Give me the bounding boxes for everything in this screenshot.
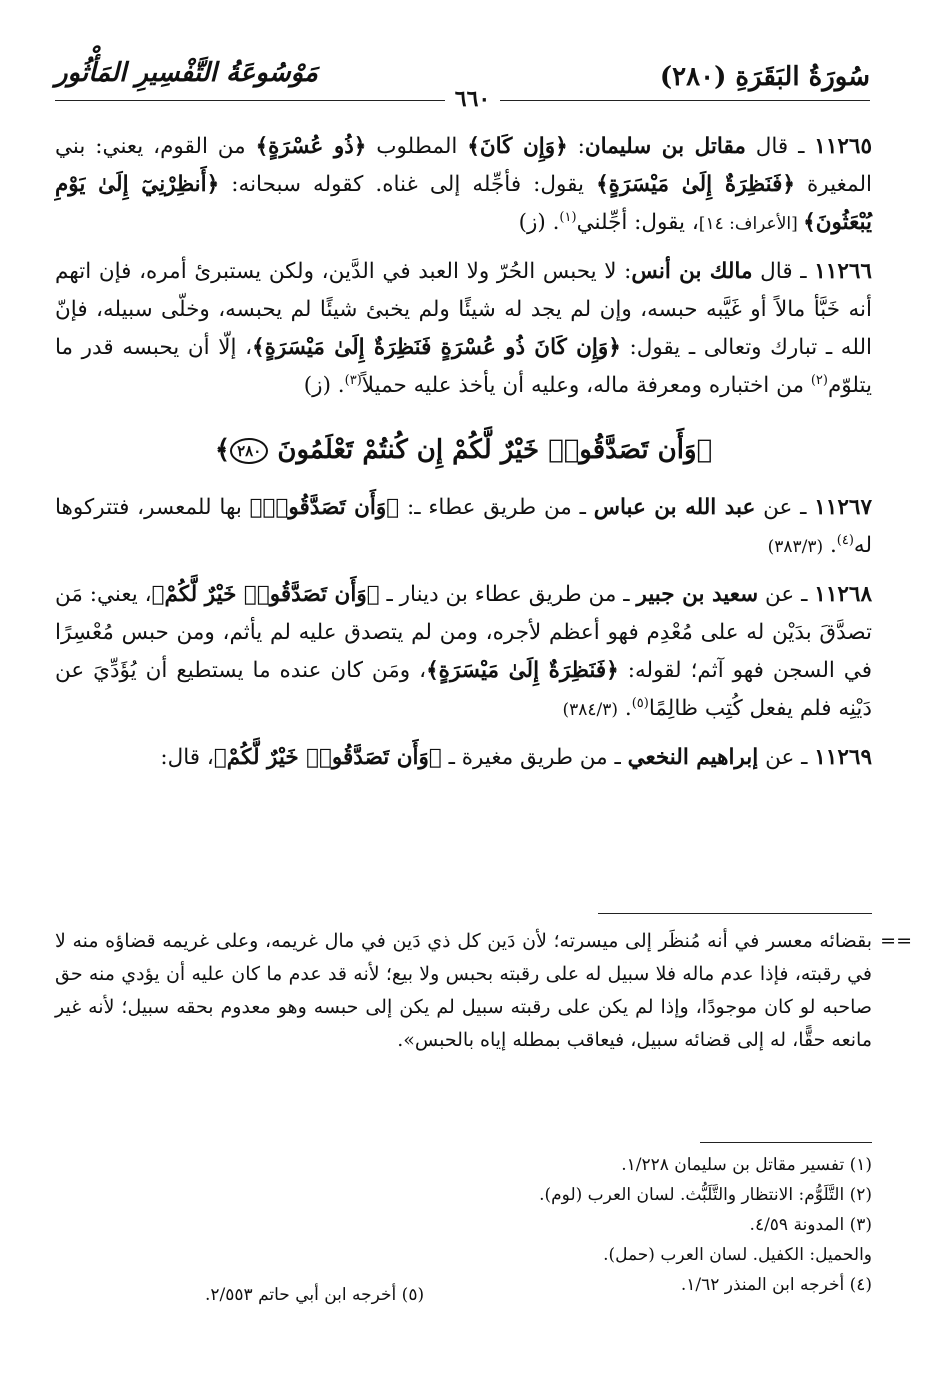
footnote-marker: (٣): [344, 372, 362, 388]
continued-footnote-text: بقضائه معسر في أنه مُنظَر إلى ميسرته؛ لأن دَين كل ذي دَين في مال غريمه، وعلى غريمه قضاؤه منه لا في رقبته، فإذا عدم ماله فلا سبيل له على رقبته بحبس ولا بيع؛ لأنه قد عدم ما كان عليه أن يؤدي منه حق صاحبه لو كان موجودًا، وإذا لم يكن على رقبته سبيل لم يكن إلى حبسه وهو معدوم بحقه سبيل؛ لأنه غير مانعه حقًّا، له إلى قضائه سبيل، فيعاقب بمطله إياه بالحبس».: [55, 930, 872, 1051]
quran-quote: ﴿وَإِن كَانَ ذُو عُسْرَةٍ فَنَظِرَةٌ إِلَىٰ مَيْسَرَةٍ﴾: [252, 335, 621, 360]
footnotes-rule: [700, 1142, 872, 1143]
quran-quote: ﴿وَأَن تَصَدَّقُوا۟ خَيْرٌ لَّكُمْ﴾: [151, 582, 380, 607]
text-span: ـ من طريق عطاء ـ:: [399, 495, 594, 520]
text-span: . (ز): [303, 373, 345, 398]
narration-number: ١١٢٦٥: [814, 134, 873, 159]
narration-11266: [55, 253, 872, 405]
page-number: [0, 86, 945, 112]
ayah-number-badge: ٢٨٠: [230, 438, 268, 464]
footnote-4: (٤) أخرجه ابن المنذر ١/٦٢.: [680, 1275, 872, 1295]
quran-quote: ﴿وَإِن كَانَ﴾: [467, 134, 568, 159]
text-span: ، يقول: أجِّلني: [576, 210, 699, 235]
volume-reference: (٣٨٣/٣): [767, 537, 824, 557]
quran-quote: ﴿أَنظِرْنِيٓ إِلَىٰ يَوْمِ يُبْعَثُونَ﴾: [55, 172, 872, 235]
narration-11268: [55, 576, 872, 729]
continued-footnote: [55, 925, 912, 1057]
text-span: بها للمعسر، فتتركوها له: [55, 495, 872, 558]
text-span: .: [618, 696, 632, 721]
text-span: ـ عن: [758, 745, 815, 770]
footnotes: [55, 1150, 872, 1300]
text-span: ، قال:: [160, 745, 214, 770]
narrator-name: عبد الله بن عباس: [593, 495, 756, 520]
text-span: من اختباره ومعرفة ماله، وعليه أن يأخذ عليه حميلاً: [361, 373, 811, 398]
text-span: ـ قال: [745, 134, 815, 159]
text-span: ـ عن: [755, 495, 815, 520]
footnote-marker: (١): [559, 209, 577, 225]
narrator-name: مقاتل بن سليمان: [584, 134, 746, 159]
footnote-1: (١) تفسير مقاتل بن سليمان ١/٢٢٨.: [621, 1155, 872, 1175]
text-span: المطلوب: [366, 134, 468, 159]
text-span: : لا يحبس الحُرّ ولا العبد في الدَّين، ولكن يستبرئ أمره، فإن اتهم أنه خَبَّأ مالاً أو غَيَّبه حبسه، وإن لم يجد له شيئًا ولم يخبئ شيئًا لم يحبسه، وخلّى سبيله، فإنّ الله ـ تبارك وتعالى ـ يقول:: [55, 259, 872, 360]
quran-quote: ﴿وَأَن تَصَدَّقُوا۟ خَيْرٌ لَّكُمْ﴾: [213, 745, 442, 770]
footnote-5: (٥) أخرجه ابن أبي حاتم ٢/٥٥٣.: [205, 1285, 425, 1305]
text-span: .: [823, 533, 837, 558]
continuation-marker: ==: [880, 930, 912, 952]
footnote-marker: (٤): [836, 532, 854, 548]
main-text: [55, 128, 872, 787]
text-span: ، ومَن كان عنده ما يستطيع أن يُؤَدِّيَ عن دَيْنِه فلم يفعل كُتِب ظالِمًا: [55, 658, 872, 721]
narration-11269: [55, 739, 872, 777]
text-span: . (ز): [518, 210, 560, 235]
verse-heading: [55, 431, 872, 469]
quran-quote: ﴿ذُو عُسْرَةٍ﴾: [255, 134, 367, 159]
narration-number: ١١٢٦٩: [814, 745, 872, 770]
text-span: من القوم، يعني: بني المغيرة: [55, 134, 872, 197]
narration-number: ١١٢٦٦: [814, 259, 872, 284]
footnote-2: (٢) التَّلَوُّم: الانتظار والتَّلَبُّث. لسان العرب (لوم).: [539, 1185, 872, 1205]
quran-quote: ﴿وَأَن تَصَدَّقُوا۟﴾: [249, 495, 400, 520]
footnote-3: (٣) المدونة ٤/٥٩.: [749, 1215, 872, 1235]
text-span: يقول: فأجِّله إلى غناه. كقوله سبحانه:: [219, 172, 597, 197]
footnote-3-gloss: والحميل: الكفيل. لسان العرب (حمل).: [603, 1245, 872, 1265]
page-number-text: ٦٦٠: [445, 86, 500, 112]
surah-header: سُورَةُ البَقَرَةِ (٢٨٠): [659, 62, 870, 92]
narration-11265: [55, 128, 872, 243]
text-span: ـ عن: [758, 582, 815, 607]
continuation-rule: [598, 913, 872, 914]
text-span: ، يعني: مَن تصدَّقَ بدَيْن له على مُعْدِم فهو أعظم لأجره، ومن لم يتصدق عليه لم يأثم، ومن حبس مُعْسِرًا في السجن فهو آثم؛ لقوله:: [55, 582, 873, 683]
narrator-name: مالك بن أنس: [631, 259, 753, 284]
verse-reference: [الأعراف: ١٤]: [698, 214, 804, 234]
text-span: ، إلّا أن يحبسه قدر ما يتلوّم: [55, 335, 872, 398]
narration-number: ١١٢٦٧: [814, 495, 872, 520]
quran-quote: ﴿فَنَظِرَةٌ إِلَىٰ مَيْسَرَةٍ﴾: [426, 658, 619, 683]
volume-reference: (٣٨٤/٣): [562, 700, 619, 720]
verse-close-bracket: ﴾: [214, 435, 231, 465]
text-span: ـ قال: [752, 259, 815, 284]
text-span: ـ من طريق مغيرة ـ: [441, 745, 628, 770]
narration-number: ١١٢٦٨: [814, 582, 873, 607]
footnote-marker: (٥): [631, 695, 649, 711]
book-title-header: مَوْسُوعَةُ التَّفْسِيرِ المَأْثُور: [55, 58, 318, 88]
footnote-marker: (٢): [810, 372, 828, 388]
text-span: :: [567, 134, 585, 159]
quran-quote: ﴿فَنَظِرَةٌ إِلَىٰ مَيْسَرَةٍ﴾: [596, 172, 795, 197]
narrator-name: سعيد بن جبير: [636, 582, 759, 607]
text-span: ـ من طريق عطاء بن دينار ـ: [379, 582, 637, 607]
narrator-name: إبراهيم النخعي: [627, 745, 759, 770]
verse-text: ﴿وَأَن تَصَدَّقُوا۟ خَيْرٌ لَّكُمْ إِن كُنتُمْ تَعْلَمُونَ: [277, 435, 713, 465]
narration-11267: [55, 489, 872, 566]
